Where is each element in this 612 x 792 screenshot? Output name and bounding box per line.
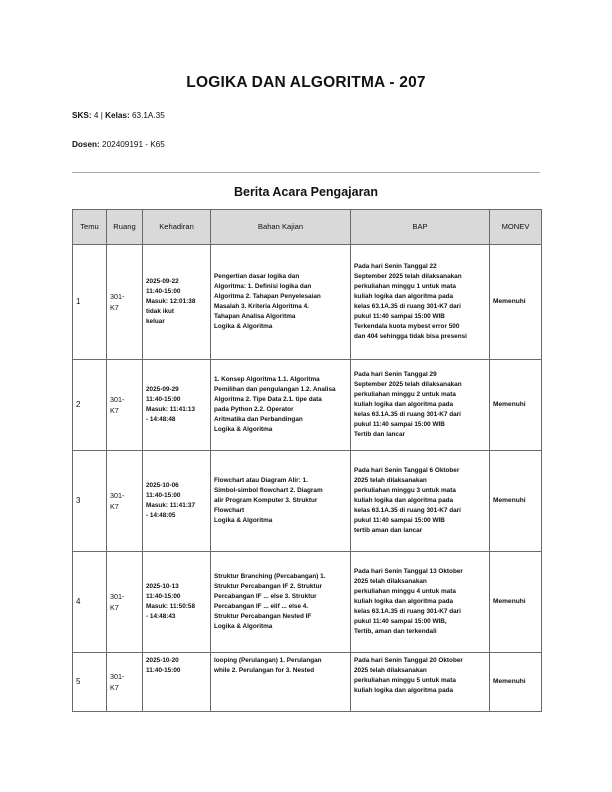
cell-monev: Memenuhi	[490, 552, 542, 653]
cell-ruang: 301- K7	[107, 360, 143, 451]
divider	[72, 172, 540, 173]
teaching-record-table	[72, 209, 542, 712]
cell-temu: 3	[73, 451, 107, 552]
cell-kehadiran: 2025-09-29 11:40-15:00 Masuk: 11:41:13 - 14:48:48	[143, 360, 211, 451]
cell-bap: Pada hari Senin Tanggal 22 September 2025 telah dilaksanakan perkuliahan minggu 1 untuk mata kuliah logika dan algoritma pada kelas 63.1A.35 di ruang 301-K7 dari pukul 11:40 sampai 15:00 WIB Terkendala kuota mybest error 500 dan 404 sehingga tidak bisa presensi	[351, 245, 490, 360]
cell-bap: Pada hari Senin Tanggal 29 September 2025 telah dilaksanakan perkuliahan minggu 2 untuk mata kuliah logika dan algoritma pada kelas 63.1A.35 di ruang 301-K7 dari pukul 11:40 sampai 15:00 WIB Tertib dan lancar	[351, 360, 490, 451]
cell-kehadiran: 2025-10-20 11:40-15:00	[143, 653, 211, 712]
cell-temu: 4	[73, 552, 107, 653]
info-separator: |	[100, 111, 103, 120]
header-temu: Temu	[73, 210, 107, 245]
table-row	[73, 451, 542, 552]
cell-bahan-kajian: Pengertian dasar logika dan Algoritma: 1. Definisi logika dan Algoritma 2. Tahapan Penyelesaian Masalah 3. Kriteria Algoritma 4. Tahapan Analisa Algoritma Logika & Algoritma	[211, 245, 351, 360]
kelas-label: Kelas:	[105, 111, 130, 120]
header-bahan-kajian: Bahan Kajian	[211, 210, 351, 245]
table-header-row	[73, 210, 542, 245]
cell-temu: 2	[73, 360, 107, 451]
cell-bap: Pada hari Senin Tanggal 20 Oktober 2025 telah dilaksanakan perkuliahan minggu 5 untuk mata kuliah logika dan algoritma pada	[351, 653, 490, 712]
cell-kehadiran: 2025-09-22 11:40-15:00 Masuk: 12:01:38 tidak ikut keluar	[143, 245, 211, 360]
table-row	[73, 552, 542, 653]
lecturer-line	[72, 140, 165, 149]
sks-label: SKS:	[72, 111, 92, 120]
header-monev: MONEV	[490, 210, 542, 245]
cell-ruang: 301- K7	[107, 451, 143, 552]
cell-kehadiran: 2025-10-13 11:40-15:00 Masuk: 11:50:58 - 14:48:43	[143, 552, 211, 653]
cell-monev: Memenuhi	[490, 245, 542, 360]
cell-ruang: 301- K7	[107, 653, 143, 712]
header-bap: BAP	[351, 210, 490, 245]
cell-bahan-kajian: looping (Perulangan) 1. Perulangan while 2. Perulangan for 3. Nested	[211, 653, 351, 712]
cell-temu: 5	[73, 653, 107, 712]
cell-monev: Memenuhi	[490, 653, 542, 712]
cell-bap: Pada hari Senin Tanggal 13 Oktober 2025 telah dilaksanakan perkuliahan minggu 4 untuk mata kuliah logika dan algoritma pada kelas 63.1A.35 di ruang 301-K7 dari pukul 11:40 sampai 15:00 WIB, Tertib, aman dan terkendali	[351, 552, 490, 653]
dosen-value: 202409191 - K65	[102, 140, 165, 149]
table-row	[73, 245, 542, 360]
table-row	[73, 360, 542, 451]
cell-monev: Memenuhi	[490, 451, 542, 552]
course-title: LOGIKA DAN ALGORITMA - 207	[186, 74, 426, 91]
sks-value: 4	[93, 111, 99, 120]
cell-kehadiran: 2025-10-06 11:40-15:00 Masuk: 11:41:37 - 14:48:05	[143, 451, 211, 552]
table-row	[73, 653, 542, 712]
cell-bahan-kajian: Flowchart atau Diagram Alir: 1. Simbol-simbol flowchart 2. Diagram alir Program Komputer 3. Struktur Flowchart Logika & Algoritma	[211, 451, 351, 552]
kelas-value: 63.1A.35	[131, 111, 165, 120]
header-ruang: Ruang	[107, 210, 143, 245]
cell-bahan-kajian: 1. Konsep Algoritma 1.1. Algoritma Pemilihan dan pengulangan 1.2. Analisa Algoritma 2. Tipe Data 2.1. tipe data pada Python 2.2. Operator Aritmatika dan Perbandingan Logika & Algoritma	[211, 360, 351, 451]
cell-ruang: 301- K7	[107, 245, 143, 360]
cell-ruang: 301- K7	[107, 552, 143, 653]
dosen-label: Dosen:	[72, 140, 100, 149]
cell-bahan-kajian: Struktur Branching (Percabangan) 1. Struktur Percabangan IF 2. Struktur Percabangan IF ... else 3. Struktur Percabangan IF ... elif ... else 4. Struktur Percabangan Nested IF Logika & Algoritma	[211, 552, 351, 653]
cell-monev: Memenuhi	[490, 360, 542, 451]
course-info-line	[72, 111, 165, 120]
header-kehadiran: Kehadiran	[143, 210, 211, 245]
section-title: Berita Acara Pengajaran	[233, 185, 379, 199]
cell-bap: Pada hari Senin Tanggal 6 Oktober 2025 telah dilaksanakan perkuliahan minggu 3 untuk mata kuliah logika dan algoritma pada kelas 63.1A.35 di ruang 301-K7 dari pukul 11:40 sampai 15:00 WIB tertib aman dan lancar	[351, 451, 490, 552]
cell-temu: 1	[73, 245, 107, 360]
